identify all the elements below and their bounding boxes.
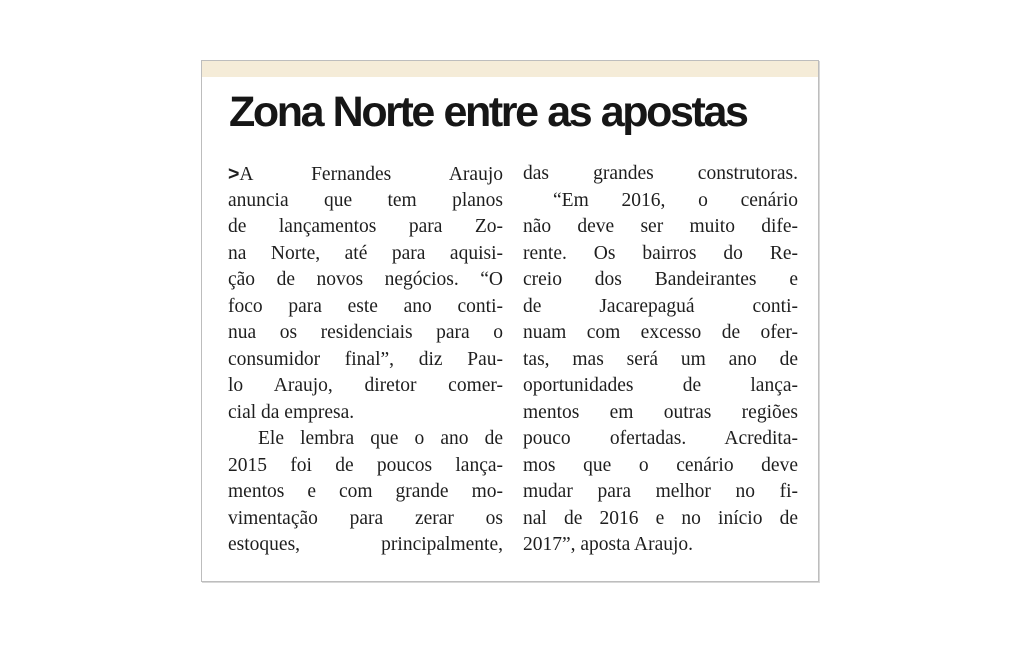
text-line: oportunidades de lança- [523,375,798,396]
text-line: >A Fernandes Araujo [228,163,503,185]
text-line: tas, mas será um ano de [523,348,798,370]
text-line: ção de novos negócios. “O [228,269,503,290]
text-line: lo Araujo, diretor comer- [228,375,503,396]
text-line: na Norte, até para aquisi- [228,242,503,264]
text-line: creio dos Bandeirantes e [523,269,798,290]
text-line: anuncia que tem planos [228,189,503,211]
article-headline: Zona Norte entre as apostas [229,88,747,136]
left-column [228,161,503,559]
text-line: nuam com excesso de ofer- [523,322,798,343]
text-line: cial da empresa. [228,401,355,423]
text-line: 2015 foi de poucos lança- [228,454,503,476]
text-line: de Jacarepaguá conti- [523,295,798,317]
text-line: foco para este ano conti- [228,295,503,317]
text-line: estoques, principalmente, [228,534,503,555]
text-line: “Em 2016, o cenário [553,189,798,211]
text-line: vimentação para zerar os [228,507,503,529]
text-line: mos que o cenário deve [523,454,798,476]
paragraph-marker-icon: > [228,163,240,185]
newspaper-clipping [201,60,819,582]
text-line: nua os residenciais para o [228,322,503,343]
top-color-band [202,61,818,77]
text-line: de lançamentos para Zo- [228,216,503,237]
text-line: consumidor final”, diz Pau- [228,348,503,370]
text-line: não deve ser muito dife- [523,216,798,237]
text-line: das grandes construtoras. [523,163,798,184]
text-line: nal de 2016 e no início de [523,507,798,529]
text-line: 2017”, aposta Araujo. [523,534,694,555]
text-line: pouco ofertadas. Acredita- [523,428,798,449]
text-line: rente. Os bairros do Re- [523,242,798,264]
text-line: mentos em outras regiões [523,401,798,423]
right-column [523,161,798,559]
text-line: Ele lembra que o ano de [258,428,503,449]
text-line: mentos e com grande mo- [228,481,503,502]
text-line: mudar para melhor no fi- [523,481,798,502]
